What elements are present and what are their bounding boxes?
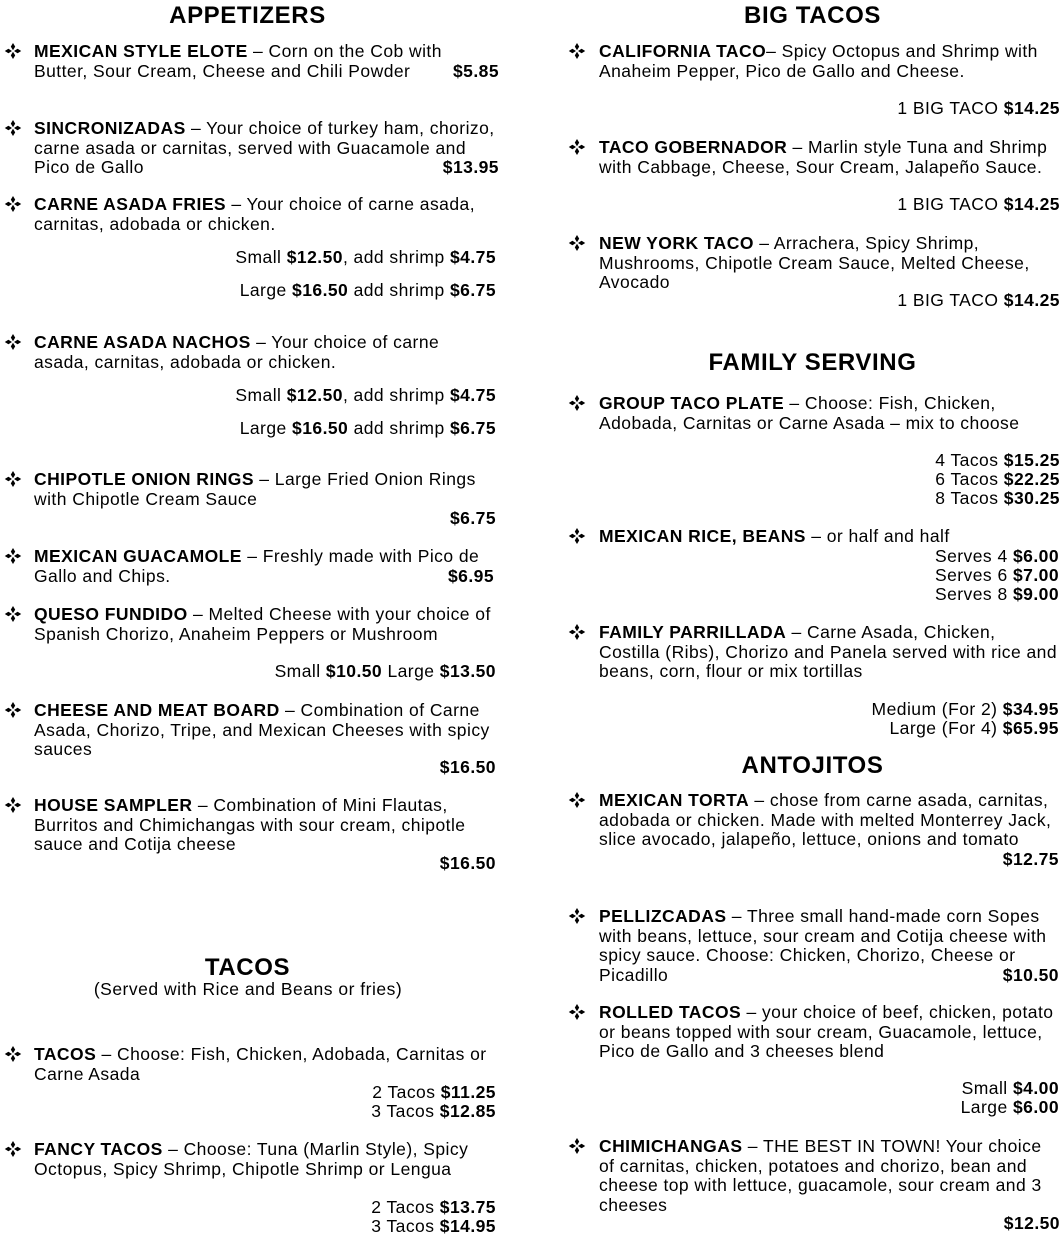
option-extra-price: $6.75 — [449, 280, 496, 300]
item-desc: – chose from carne asada, carnitas, adobada or chicken. Made with melted Monterrey Jack, slice avocado, jalapeño, lettuce, onions and tomato — [599, 790, 1052, 849]
option-price: $12.50 — [286, 385, 343, 405]
menu-item-mexican-torta — [599, 791, 1059, 869]
option-label: Serves 6 — [934, 565, 1008, 585]
option-price: $22.25 — [1003, 469, 1060, 489]
item-name: TACO GOBERNADOR — [599, 137, 788, 157]
price-option-large — [34, 419, 496, 439]
bullet-icon — [568, 42, 586, 60]
bullet-icon — [4, 1140, 22, 1158]
item-name: FANCY TACOS — [34, 1139, 163, 1159]
option-label: Small — [235, 385, 282, 405]
menu-item-pellizcadas — [599, 907, 1059, 985]
option-price: $13.75 — [439, 1197, 496, 1217]
bullet-icon — [4, 42, 22, 60]
item-desc: – Your choice of carne asada, carnitas, adobada or chicken. — [34, 194, 476, 234]
item-name: NEW YORK TACO — [599, 233, 754, 253]
item-price-row — [34, 1217, 496, 1237]
item-desc: – Marlin style Tuna and Shrimp with Cabbage, Cheese, Sour Cream, Jalapeño Sauce. — [599, 137, 1048, 177]
item-desc: – Your choice of turkey ham, chorizo, carne asada or carnitas, served with Guacamole and Pico de Gallo — [34, 118, 495, 177]
bullet-icon — [4, 605, 22, 623]
item-price-row — [34, 1198, 496, 1218]
menu-item-chimichangas — [599, 1137, 1059, 1215]
item-desc: – Freshly made with Pico de Gallo and Chips. — [34, 546, 480, 586]
option-label: 8 Tacos — [935, 488, 999, 508]
item-price-row — [599, 1098, 1059, 1118]
item-name: MEXICAN STYLE ELOTE — [34, 41, 248, 61]
menu-item-guacamole — [34, 547, 499, 586]
item-price-row — [34, 1083, 496, 1103]
option-extra: add shrimp — [353, 280, 445, 300]
menu-item-rice-beans — [599, 527, 1059, 547]
option-price: $6.00 — [1012, 1097, 1059, 1117]
item-price-row — [34, 854, 496, 874]
antojitos-heading: ANTOJITOS — [741, 752, 884, 779]
option-label: Small — [961, 1078, 1008, 1098]
menu-item-tacos — [34, 1045, 499, 1084]
option-price: $12.50 — [286, 247, 343, 267]
item-desc: – Choose: Fish, Chicken, Adobada, Carnitas or Carne Asada — [34, 1044, 487, 1084]
menu-item-california-taco — [599, 42, 1059, 81]
menu-item-new-york-taco — [599, 234, 1059, 293]
menu-item-queso-fundido — [34, 605, 499, 644]
menu-item-rolled-tacos — [599, 1003, 1059, 1062]
item-desc: – Choose: Fish, Chicken, Adobada, Carnitas or Carne Asada – mix to choose — [599, 393, 1020, 433]
big-tacos-heading: BIG TACOS — [744, 2, 881, 29]
option-extra: , add shrimp — [342, 385, 445, 405]
item-price: $16.50 — [439, 757, 496, 777]
item-name: SINCRONIZADAS — [34, 118, 186, 138]
menu-item-taco-gobernador — [599, 138, 1059, 177]
item-price: $12.50 — [1003, 1213, 1060, 1233]
item-desc: – THE BEST IN TOWN! Your choice of carnitas, chicken, potatoes and chorizo, bean and cheese top with lettuce, guacamole, sour cream and 3 cheeses — [599, 1136, 1042, 1215]
item-price: $13.95 — [442, 157, 499, 177]
price-option-large — [34, 281, 496, 301]
item-desc: – Large Fried Onion Rings with Chipotle Cream Sauce — [34, 469, 476, 509]
bullet-icon — [568, 907, 586, 925]
option-extra-price: $4.75 — [449, 247, 496, 267]
bullet-icon — [568, 1003, 586, 1021]
item-name: PELLIZCADAS — [599, 906, 727, 926]
item-price: $5.85 — [452, 60, 499, 81]
bullet-icon — [568, 138, 586, 156]
option-label: Large — [387, 661, 435, 681]
menu-item-house-sampler — [34, 796, 499, 855]
option-price: $11.25 — [440, 1082, 496, 1102]
item-name: CHIMICHANGAS — [599, 1136, 743, 1156]
item-price-row — [599, 547, 1059, 567]
item-price-row — [599, 451, 1060, 471]
menu-item-onion-rings — [34, 470, 499, 509]
option-price: $13.50 — [439, 661, 496, 681]
option-price: $6.00 — [1012, 546, 1059, 566]
option-label: Large (For 4) — [889, 718, 998, 738]
bullet-icon — [4, 470, 22, 488]
menu-item-group-taco-plate — [599, 394, 1059, 433]
option-price: $9.00 — [1012, 584, 1059, 604]
item-price-row — [34, 509, 496, 529]
option-label: Large — [960, 1097, 1008, 1117]
option-label: Large — [239, 280, 287, 300]
item-desc: – Spicy Octopus and Shrimp with Anaheim Pepper, Pico de Gallo and Cheese. — [599, 41, 1038, 81]
item-name: CHEESE AND MEAT BOARD — [34, 700, 280, 720]
option-price: $14.95 — [439, 1216, 496, 1236]
bullet-icon — [4, 547, 22, 565]
bullet-icon — [568, 527, 586, 545]
option-extra: add shrimp — [353, 418, 445, 438]
item-desc: – Carne Asada, Chicken, Costilla (Ribs), Chorizo and Panela served with rice and beans, corn, flour or mix tortillas — [599, 622, 1058, 681]
tacos-subheading: (Served with Rice and Beans or fries) — [93, 979, 403, 999]
bullet-icon — [568, 394, 586, 412]
option-label: 2 Tacos — [371, 1197, 435, 1217]
option-label: Large — [239, 418, 287, 438]
item-desc: – Melted Cheese with your choice of Spanish Chorizo, Anaheim Peppers or Mushroom — [34, 604, 491, 644]
item-price: $10.50 — [1002, 964, 1059, 985]
option-price: $14.25 — [1003, 98, 1060, 118]
option-price: $14.25 — [1003, 194, 1060, 214]
option-extra: , add shrimp — [342, 247, 445, 267]
item-price: $6.95 — [447, 565, 494, 586]
price-option-small — [34, 248, 496, 268]
item-price-row — [34, 1102, 496, 1122]
item-desc: – Corn on the Cob with Butter, Sour Cream, Cheese and Chili Powder — [34, 41, 442, 81]
family-serving-heading: FAMILY SERVING — [708, 349, 917, 376]
item-desc: – Your choice of carne asada, carnitas, adobada or chicken. — [34, 332, 440, 372]
option-label: Serves 4 — [934, 546, 1008, 566]
item-price-row — [34, 662, 496, 682]
item-name: QUESO FUNDIDO — [34, 604, 188, 624]
bullet-icon — [4, 195, 22, 213]
option-price: $16.50 — [292, 418, 349, 438]
option-label: Serves 8 — [934, 584, 1008, 604]
price-option-small — [34, 386, 496, 406]
menu-item-carne-asada-nachos — [34, 333, 499, 372]
option-extra-price: $6.75 — [449, 418, 496, 438]
tacos-heading: TACOS — [204, 954, 291, 981]
bullet-icon — [4, 701, 22, 719]
menu-item-cheese-meat-board — [34, 701, 499, 760]
option-label: Small — [235, 247, 282, 267]
bullet-icon — [4, 119, 22, 137]
item-price-row — [599, 719, 1059, 739]
item-price-row — [599, 585, 1059, 605]
option-price: $34.95 — [1002, 699, 1059, 719]
item-price: $12.75 — [1002, 848, 1059, 869]
menu-item-elote — [34, 42, 499, 81]
item-price: $16.50 — [439, 853, 496, 873]
option-price: $16.50 — [292, 280, 349, 300]
option-label: 3 Tacos — [371, 1216, 435, 1236]
option-price: $14.25 — [1003, 290, 1060, 310]
item-price-row — [34, 758, 496, 778]
option-price: $4.00 — [1012, 1078, 1059, 1098]
item-price-row — [599, 1079, 1059, 1099]
item-price-row — [599, 700, 1059, 720]
appetizers-heading: APPETIZERS — [169, 2, 326, 29]
menu-item-fancy-tacos — [34, 1140, 499, 1179]
item-name: CARNE ASADA FRIES — [34, 194, 227, 214]
bullet-icon — [568, 234, 586, 252]
bullet-icon — [4, 796, 22, 814]
item-desc: – Arrachera, Spicy Shrimp, Mushrooms, Chipotle Cream Sauce, Melted Cheese, Avocado — [599, 233, 1030, 292]
item-price: $6.75 — [449, 508, 496, 528]
menu-item-sincronizadas — [34, 119, 499, 178]
item-name: ROLLED TACOS — [599, 1002, 742, 1022]
item-name: MEXICAN TORTA — [599, 790, 750, 810]
item-price-row — [599, 291, 1060, 311]
option-label: 3 Tacos — [371, 1101, 435, 1121]
option-price: $10.50 — [325, 661, 383, 681]
option-label: 1 BIG TACO — [897, 194, 999, 214]
item-price-row — [599, 470, 1060, 490]
option-label: 6 Tacos — [935, 469, 999, 489]
item-price-row — [599, 195, 1060, 215]
item-price-row — [599, 99, 1060, 119]
option-price: $7.00 — [1012, 565, 1059, 585]
item-price-row — [599, 1214, 1060, 1234]
option-label: Small — [274, 661, 321, 681]
option-price: $65.95 — [1002, 718, 1059, 738]
option-price: $30.25 — [1003, 488, 1060, 508]
item-desc: – your choice of beef, chicken, potato or beans topped with sour cream, Guacamole, lettuce, Pico de Gallo and 3 cheeses blend — [599, 1002, 1054, 1061]
option-price: $15.25 — [1003, 450, 1060, 470]
bullet-icon — [568, 1137, 586, 1155]
bullet-icon — [4, 1045, 22, 1063]
item-name: CARNE ASADA NACHOS — [34, 332, 251, 352]
item-name: MEXICAN GUACAMOLE — [34, 546, 242, 566]
item-name: HOUSE SAMPLER — [34, 795, 193, 815]
item-name: CHIPOTLE ONION RINGS — [34, 469, 254, 489]
item-price-row — [599, 566, 1059, 586]
option-label: 1 BIG TACO — [897, 290, 999, 310]
option-price: $12.85 — [439, 1101, 496, 1121]
bullet-icon — [568, 623, 586, 641]
bullet-icon — [4, 333, 22, 351]
option-extra-price: $4.75 — [449, 385, 496, 405]
item-name: MEXICAN RICE, BEANS — [599, 526, 806, 546]
item-price-row — [599, 489, 1060, 509]
item-name: TACOS — [34, 1044, 97, 1064]
option-label: 1 BIG TACO — [897, 98, 999, 118]
item-desc: – or half and half — [805, 526, 950, 546]
item-desc: – Choose: Tuna (Marlin Style), Spicy Octopus, Spicy Shrimp, Chipotle Shrimp or Lengua — [34, 1139, 469, 1179]
option-label: Medium (For 2) — [871, 699, 998, 719]
bullet-icon — [568, 791, 586, 809]
item-desc: – Combination of Mini Flautas, Burritos and Chimichangas with sour cream, chipotle sauce and Cotija cheese — [34, 795, 466, 854]
menu-item-family-parrillada — [599, 623, 1059, 682]
option-label: 4 Tacos — [935, 450, 999, 470]
menu-item-carne-asada-fries — [34, 195, 499, 234]
item-desc: – Three small hand-made corn Sopes with beans, lettuce, sour cream and Cotija cheese with spicy sauce. Choose: Chicken, Chorizo, Cheese or Picadillo — [599, 906, 1047, 985]
item-name: FAMILY PARRILLADA — [599, 622, 787, 642]
item-name: CALIFORNIA TACO — [599, 41, 767, 61]
item-name: GROUP TACO PLATE — [599, 393, 785, 413]
item-desc: – Combination of Carne Asada, Chorizo, Tripe, and Mexican Cheeses with spicy sauces — [34, 700, 490, 759]
option-label: 2 Tacos — [372, 1082, 436, 1102]
